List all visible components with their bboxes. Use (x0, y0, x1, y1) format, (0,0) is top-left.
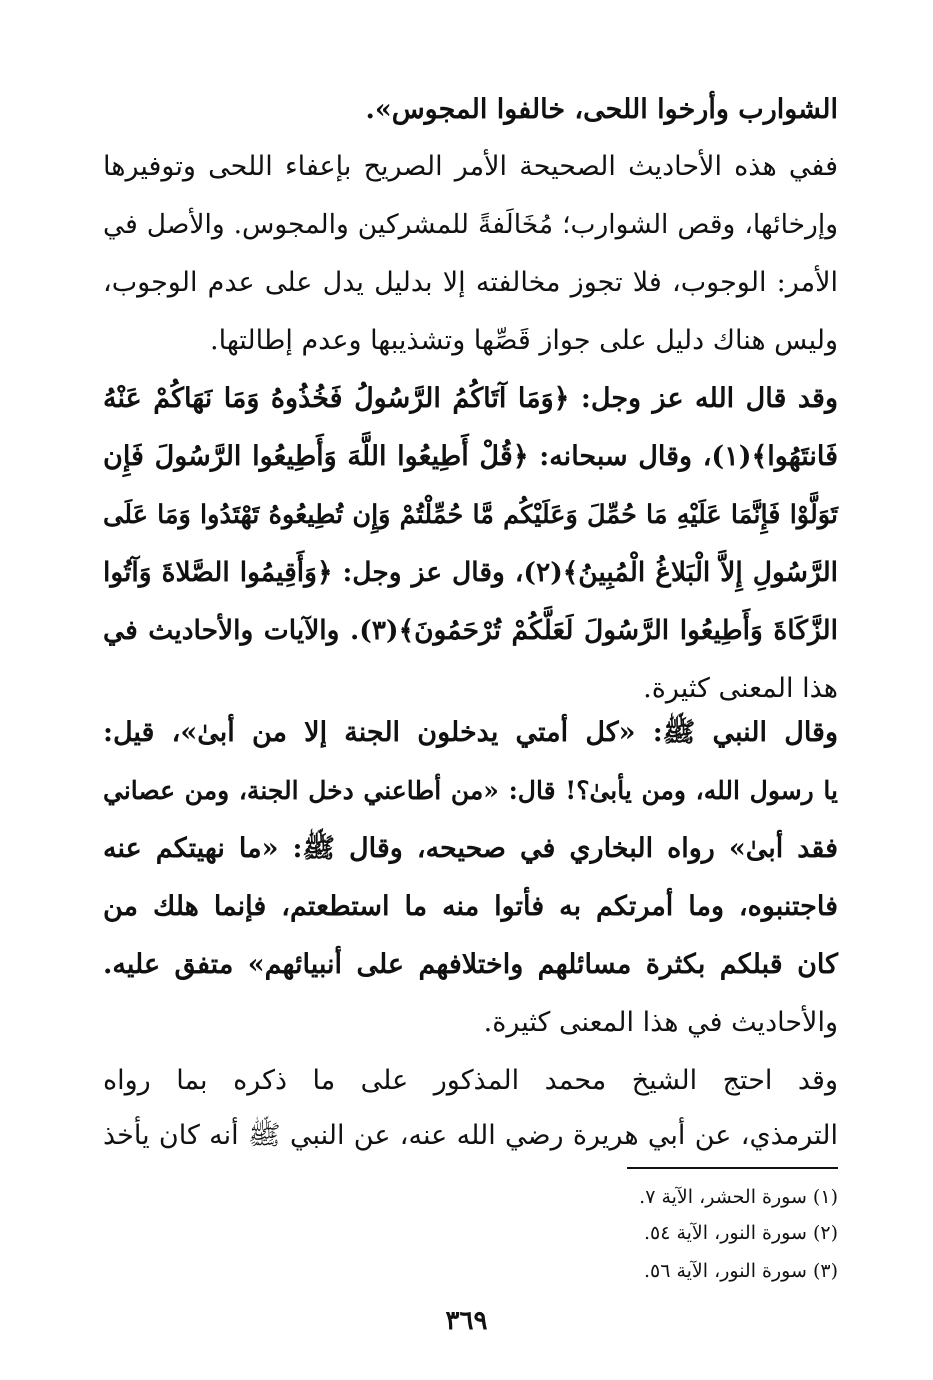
text-line-12: وقال النبي ﷺ: «كل أمتي يدخلون الجنة إلا من أبىٰ»، قيل: (103, 717, 838, 748)
text-line-7: فَانتَهُوا﴾(١)، وقال سبحانه: ﴿قُلْ أَطِيعُوا اللَّهَ وَأَطِيعُوا الرَّسُولَ فَإِن (103, 441, 838, 472)
text-line-3: وإرخائها، وقص الشوارب؛ مُخَالَفةً للمشركين والمجوس. والأصل في (103, 209, 838, 240)
text-line-13: يا رسول الله، ومن يأبىٰ؟! قال: «من أطاعني دخل الجنة، ومن عصاني (103, 776, 838, 805)
text-line-5: وليس هناك دليل على جواز قَصِّها وتشذيبها وعدم إطالتها. (210, 325, 838, 356)
text-line-14: فقد أبىٰ» رواه البخاري في صحيحه، وقال ﷺ: «ما نهيتكم عنه (103, 833, 838, 864)
text-line-9: الرَّسُولِ إِلاَّ الْبَلاغُ الْمُبِينُ﴾(٢)، وقال عز وجل: ﴿وَأَقِيمُوا الصَّلاةَ وَآتُوا (103, 557, 838, 588)
text-line-16: كان قبلكم بكثرة مسائلهم واختلافهم على أنبيائهم» متفق عليه. (103, 949, 838, 980)
text-line-10: الزَّكَاةَ وَأَطِيعُوا الرَّسُولَ لَعَلَّكُمْ تُرْحَمُونَ﴾(٣). والآيات والأحاديث في (103, 615, 838, 646)
page-number: ٣٦٩ (445, 1306, 488, 1336)
text-line-11: هذا المعنى كثيرة. (643, 673, 838, 704)
text-line-2: ففي هذه الأحاديث الصحيحة الأمر الصريح بإعفاء اللحى وتوفيرها (103, 151, 838, 182)
text-line-18: وقد احتج الشيخ محمد المذكور على ما ذكره بما رواه (103, 1065, 838, 1096)
text-line-19: الترمذي، عن أبي هريرة رضي الله عنه، عن النبي ﷺ أنه كان يأخذ (103, 1120, 838, 1151)
text-line-1: الشوارب وأرخوا اللحى، خالفوا المجوس». (365, 94, 838, 125)
text-line-6: وقد قال الله عز وجل: ﴿وَمَا آتَاكُمُ الرَّسُولُ فَخُذُوهُ وَمَا نَهَاكُمْ عَنْهُ (103, 383, 838, 414)
text-line-4: الأمر: الوجوب، فلا تجوز مخالفته إلا بدليل يدل على عدم الوجوب، (103, 267, 838, 298)
footnote-separator (627, 1167, 838, 1169)
footnote-1: (١) سورة الحشر، الآية ٧. (639, 1186, 838, 1208)
text-line-17: والأحاديث في هذا المعنى كثيرة. (483, 1007, 838, 1038)
footnote-3: (٣) سورة النور، الآية ٥٦. (643, 1260, 838, 1282)
footnote-2: (٢) سورة النور، الآية ٥٤. (643, 1222, 838, 1244)
text-line-15: فاجتنبوه، وما أمرتكم به فأتوا منه ما استطعتم، فإنما هلك من (103, 891, 838, 922)
text-line-8: تَوَلَّوْا فَإِنَّمَا عَلَيْهِ مَا حُمِّلَ وَعَلَيْكُم مَّا حُمِّلْتُمْ وَإِن تُطِيعُوهُ تَهْتَدُوا وَمَا عَلَى (103, 500, 838, 530)
